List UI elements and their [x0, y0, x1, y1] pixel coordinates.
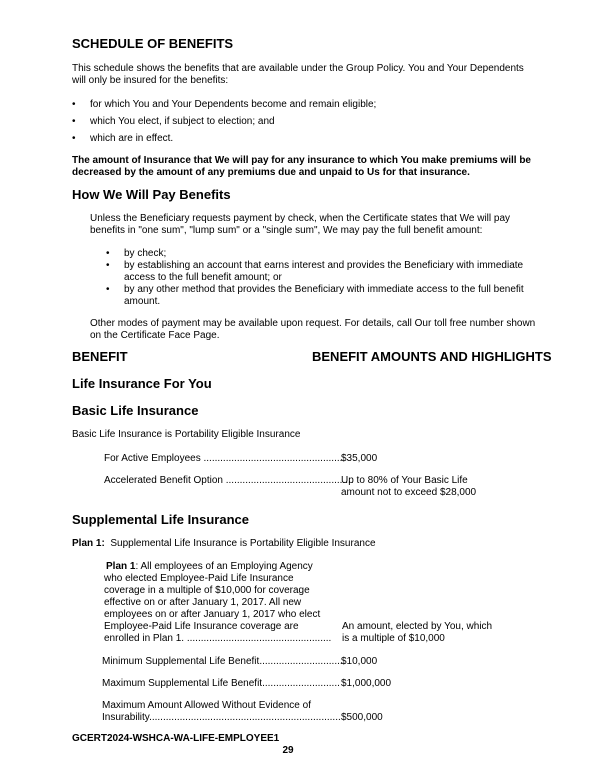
leader-dots: ............................	[262, 678, 340, 689]
leader-dots: ...............................	[259, 656, 346, 667]
plan-1-amount-line-1: An amount, elected by You, which	[342, 621, 493, 632]
payment-modes-line-2: on the Certificate Face Page.	[90, 330, 220, 341]
plan-1-eligibility-line: effective on or after January 1, 2017. All new	[104, 597, 302, 608]
list-item: by check;	[124, 248, 167, 259]
plan-1-enrolled-row	[104, 632, 332, 645]
leader-dots: ..............................................	[225, 475, 354, 486]
plan-1-row	[72, 537, 376, 550]
column-header-benefit: BENEFIT	[72, 349, 128, 364]
payment-modes-line-1: Other modes of payment may be available upon request. For details, call Our toll free number shown	[90, 318, 536, 329]
bullet-symbol: •	[72, 133, 76, 144]
page-title: SCHEDULE OF BENEFITS	[72, 36, 234, 51]
list-item: by establishing an account that earns interest and provides the Beneficiary with immediate	[124, 260, 524, 271]
leader-dots: .....................................................................	[149, 712, 341, 723]
maximum-benefit-row	[102, 677, 340, 690]
plan-1-eligibility-line: Employee-Paid Life Insurance coverage are	[104, 621, 299, 632]
list-item-continuation: amount.	[124, 296, 161, 307]
list-item: for which You and Your Dependents become and remain eligible;	[90, 99, 377, 110]
premium-notice-line-2: decreased by the amount of any premiums due and unpaid to Us for that insurance.	[72, 167, 470, 178]
plan-1-description: Supplemental Life Insurance is Portability Eligible Insurance	[110, 538, 376, 549]
bullet-symbol: •	[106, 248, 110, 259]
plan-1-enrolled-label: enrolled in Plan 1.	[104, 633, 187, 644]
section-heading-how-we-pay: How We Will Pay Benefits	[72, 187, 231, 202]
payment-paragraph-line-1: Unless the Beneficiary requests payment by check, when the Certificate states that We will pay	[90, 213, 511, 224]
column-header-amounts: BENEFIT AMOUNTS AND HIGHLIGHTS	[312, 349, 552, 364]
basic-portability-note: Basic Life Insurance is Portability Eligible Insurance	[72, 429, 301, 440]
minimum-benefit-row	[102, 655, 346, 668]
list-item: which are in effect.	[90, 133, 174, 144]
plan-1-label: Plan 1:	[72, 538, 105, 549]
active-employees-row	[104, 452, 343, 465]
intro-text-line-1: This schedule shows the benefits that are available under the Group Policy. You and Your Dependents	[72, 63, 524, 74]
leader-dots: ..................................................	[203, 453, 343, 464]
maximum-benefit-amount: $1,000,000	[341, 678, 392, 689]
list-item: by any other method that provides the Beneficiary with immediate access to the full benefit	[124, 284, 524, 295]
section-heading-supplemental-life: Supplemental Life Insurance	[72, 512, 249, 527]
evidence-of-insurability-label: Insurability	[102, 712, 150, 723]
minimum-benefit-label: Minimum Supplemental Life Benefit	[102, 656, 260, 667]
bullet-symbol: •	[106, 284, 110, 295]
plan-1-amount-line-2: is a multiple of $10,000	[342, 633, 445, 644]
plan-1-eligibility-line: employees on or after January 1, 2017 who elect	[104, 609, 321, 620]
plan-1-bold-label: Plan 1	[106, 561, 136, 572]
premium-notice-line-1: The amount of Insurance that We will pay for any insurance to which You make premiums will be	[72, 155, 531, 166]
bullet-symbol: •	[106, 260, 110, 271]
page-number: 29	[282, 745, 294, 756]
evidence-of-insurability-amount: $500,000	[341, 712, 383, 723]
accelerated-benefit-value-line-1: Up to 80% of Your Basic Life	[341, 475, 468, 486]
active-employees-label: For Active Employees	[104, 453, 204, 464]
maximum-benefit-label: Maximum Supplemental Life Benefit	[102, 678, 263, 689]
bullet-symbol: •	[72, 116, 76, 127]
plan-1-eligibility-text: : All employees of an Employing Agency	[135, 561, 313, 572]
accelerated-benefit-label: Accelerated Benefit Option	[104, 475, 226, 486]
accelerated-benefit-row	[104, 474, 354, 487]
bullet-symbol: •	[72, 99, 76, 110]
intro-text-line-2: will only be insured for the benefits:	[72, 75, 229, 86]
leader-dots: ....................................................	[186, 633, 332, 644]
section-heading-life-insurance: Life Insurance For You	[72, 376, 212, 391]
payment-paragraph-line-2: benefits in "one sum", "lump sum" or a "single sum", We may pay the full benefit amount:	[90, 225, 483, 236]
minimum-benefit-amount: $10,000	[341, 656, 378, 667]
section-heading-basic-life: Basic Life Insurance	[72, 403, 199, 418]
form-code: GCERT2024-WSHCA-WA-LIFE-EMPLOYEE1	[72, 733, 280, 744]
list-item-continuation: access to the full benefit amount; or	[124, 272, 282, 283]
accelerated-benefit-value-line-2: amount not to exceed $28,000	[341, 487, 477, 498]
list-item: which You elect, if subject to election; and	[90, 116, 275, 127]
evidence-of-insurability-row	[102, 711, 341, 724]
active-employees-amount: $35,000	[341, 453, 378, 464]
plan-1-eligibility-line: who elected Employee-Paid Life Insurance	[104, 573, 294, 584]
plan-1-eligibility-line: coverage in a multiple of $10,000 for coverage	[104, 585, 310, 596]
evidence-of-insurability-line-1: Maximum Amount Allowed Without Evidence of	[102, 700, 311, 711]
